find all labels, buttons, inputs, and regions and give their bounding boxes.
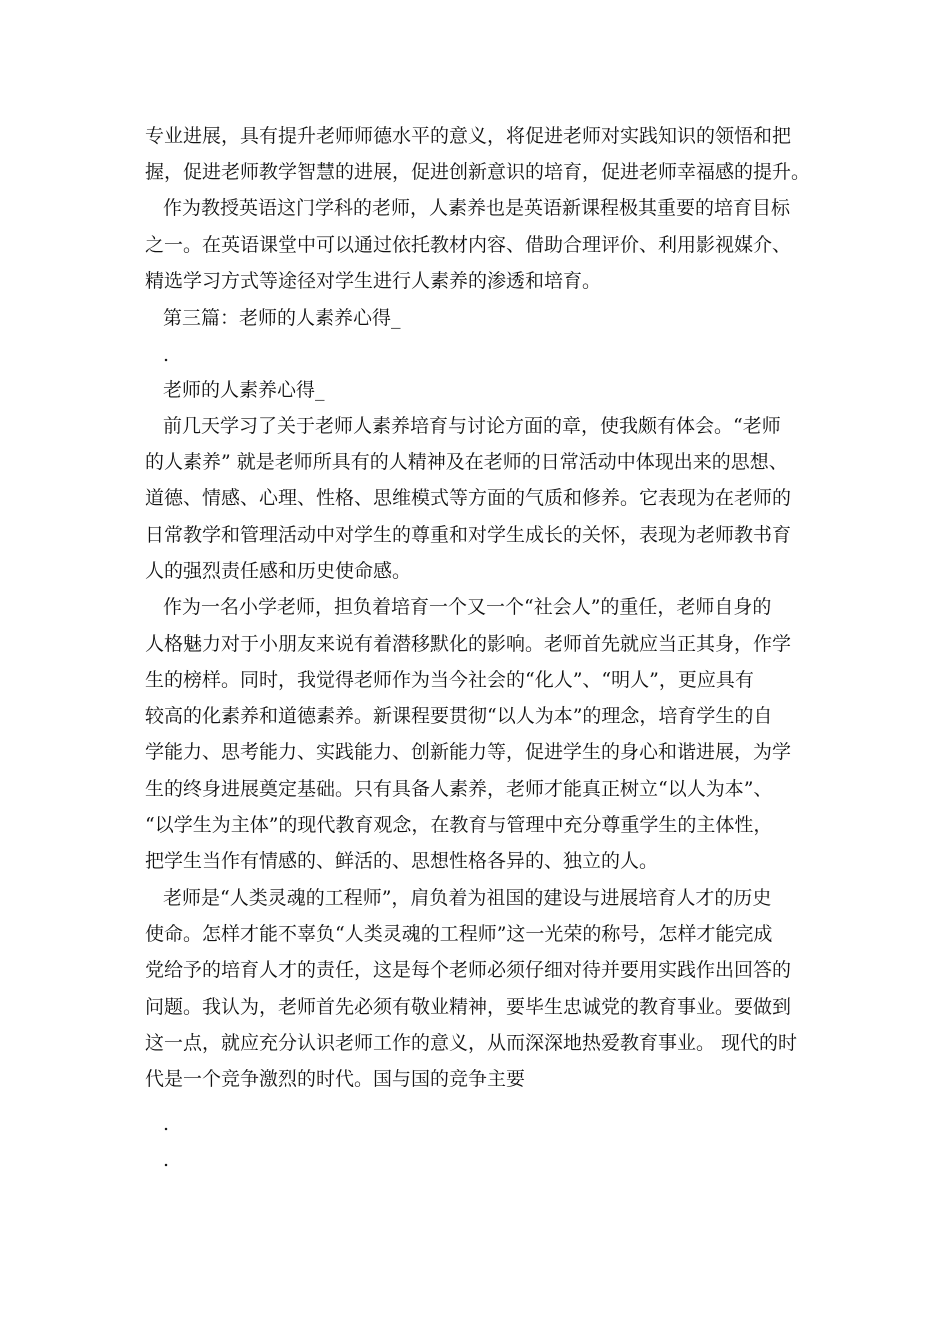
- article-title: 老师的人素养心得_: [163, 379, 325, 401]
- paragraph-line: 作为一名小学老师，担负着培育一个又一个“社会人”的重任，老师自身的: [163, 596, 772, 618]
- section-heading: 第三篇：老师的人素养心得_: [163, 307, 401, 329]
- paragraph-line: “以学生为主体”的现代教育观念，在教育与管理中充分尊重学生的主体性，: [145, 814, 773, 836]
- paragraph-line: 专业进展，具有提升老师师德水平的意义，将促进老师对实践知识的领悟和把: [145, 125, 792, 147]
- paragraph-line: 使命。怎样才能不辜负“人类灵魂的工程师”这一光荣的称号，怎样才能完成: [145, 923, 773, 945]
- paragraph-line: 精选学习方式等途径对学生进行人素养的渗透和培育。: [145, 270, 602, 292]
- paragraph-line: 把学生当作有情感的、鲜活的、思想性格各异的、独立的人。: [145, 850, 659, 872]
- paragraph-line: 代是一个竞争激烈的时代。国与国的竞争主要: [145, 1068, 526, 1090]
- paragraph-line: 握，促进老师教学智慧的进展，促进创新意识的培育，促进老师幸福感的提升。: [145, 161, 811, 183]
- paragraph-line: 较高的化素养和道德素养。新课程要贯彻“以人为本”的理念，培育学生的自: [145, 705, 773, 727]
- paragraph-line: 这一点，就应充分认识老师工作的意义，从而深深地热爱教育事业。 现代的时: [145, 1032, 798, 1054]
- separator-dot: .: [163, 1149, 170, 1171]
- paragraph-line: 日常教学和管理活动中对学生的尊重和对学生成长的关怀，表现为老师教书育: [145, 524, 792, 546]
- paragraph-line: 人的强烈责任感和历史使命感。: [145, 560, 412, 582]
- paragraph-line: 学能力、思考能力、实践能力、创新能力等，促进学生的身心和谐进展，为学: [145, 741, 792, 763]
- paragraph-line: 道德、情感、心理、性格、思维模式等方面的气质和修养。它表现为在老师的: [145, 487, 792, 509]
- separator-dot: .: [163, 1113, 170, 1135]
- paragraph-line: 的人素养” 就是老师所具有的人精神及在老师的日常活动中体现出来的思想、: [145, 451, 788, 473]
- paragraph-line: 之一。在英语课堂中可以通过依托教材内容、借助合理评价、利用影视媒介、: [145, 234, 792, 256]
- paragraph-line: 前几天学习了关于老师人素养培育与讨论方面的章，使我颇有体会。“老师: [163, 415, 781, 437]
- paragraph-line: 党给予的培育人才的责任，这是每个老师必须仔细对待并要用实践作出回答的: [145, 959, 792, 981]
- paragraph-line: 生的榜样。同时，我觉得老师作为当今社会的“化人”、“明人”，更应具有: [145, 669, 754, 691]
- paragraph-line: 人格魅力对于小朋友来说有着潜移默化的影响。老师首先就应当正其身，作学: [145, 633, 792, 655]
- paragraph-line: 老师是“人类灵魂的工程师”，肩负着为祖国的建设与进展培育人才的历史: [163, 887, 772, 909]
- paragraph-line: 问题。我认为，老师首先必须有敬业精神，要毕生忠诚党的教育事业。要做到: [145, 996, 792, 1018]
- separator-dot: .: [163, 344, 170, 366]
- paragraph-line: 生的终身进展奠定基础。只有具备人素养，老师才能真正树立“以人为本”、: [145, 778, 773, 800]
- paragraph-line: 作为教授英语这门学科的老师，人素养也是英语新课程极其重要的培育目标: [163, 197, 791, 219]
